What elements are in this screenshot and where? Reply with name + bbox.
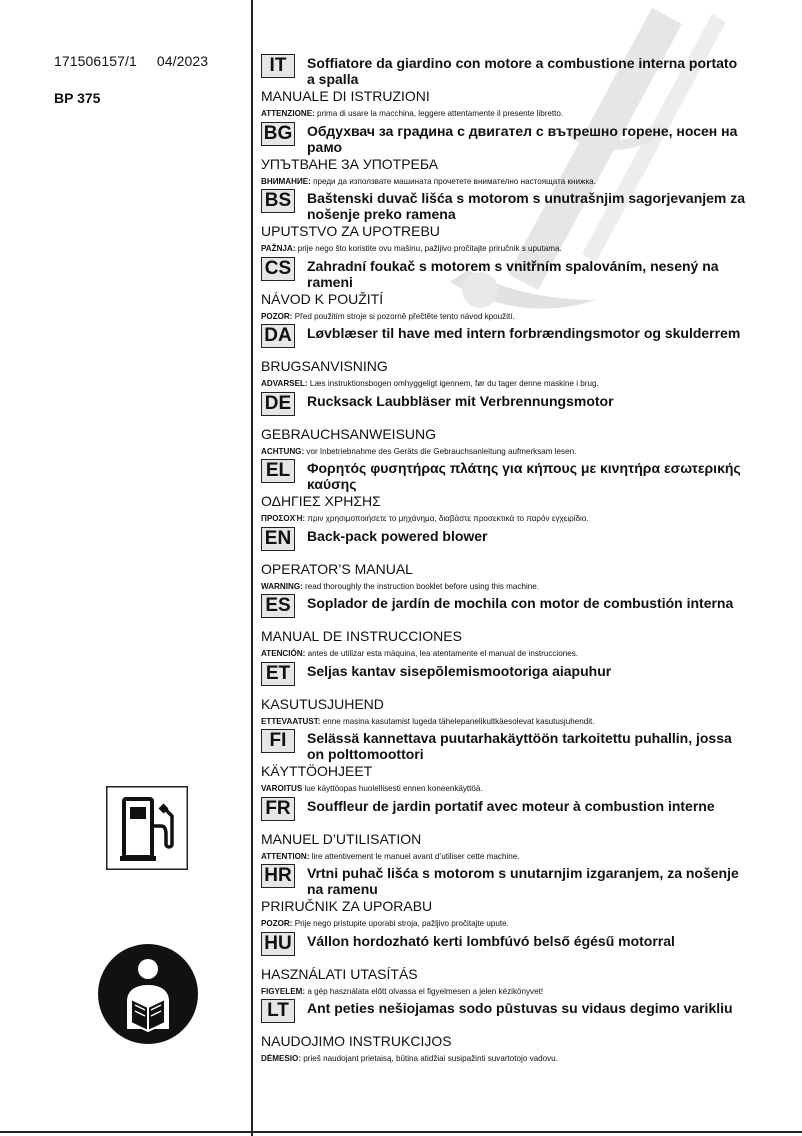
warning-label: ATTENZIONE: [261, 109, 315, 118]
warning-text: a gép használata előtt olvassa el figyelmesen a jelen kézikönyvet! [305, 986, 544, 996]
warning-notice [261, 109, 563, 119]
warning-label: POZOR: [261, 919, 293, 928]
warning-text: Prije nego pristupite uporabi stroja, pažljivo pročitajte upute. [292, 919, 509, 928]
product-title: Vrtni puhač lišća s motorom s unutarnjim izgaranjem, za nošenje na ramenu [307, 865, 739, 897]
manual-heading: NAUDOJIMO INSTRUKCIJOS [261, 1033, 452, 1049]
language-code-badge: ES [261, 594, 295, 618]
product-title: Rucksack Laubbläser mit Verbrennungsmotor [307, 392, 614, 409]
manual-heading: KASUTUSJUHEND [261, 695, 384, 712]
warning-notice [261, 717, 595, 727]
warning-label: ACHTUNG: [261, 446, 305, 456]
language-code-badge: ET [261, 662, 295, 686]
warning-label: WARNING: [261, 581, 303, 591]
model-name: BP 375 [54, 90, 101, 106]
manual-heading: BRUGSANVISNING [261, 358, 388, 374]
manual-heading: UPUTSTVO ZA UPOTREBU [261, 223, 440, 239]
language-code-badge: IT [261, 54, 295, 78]
warning-notice [261, 514, 589, 524]
language-code-badge: CS [261, 257, 295, 281]
warning-notice [261, 1054, 558, 1064]
language-entry-it [261, 54, 791, 122]
warning-notice [261, 177, 596, 187]
product-title: Souffleur de jardin portatif avec moteur à combustion interne [307, 797, 715, 814]
warning-text: prima di usare la macchina, leggere attentamente il presente libretto. [314, 109, 564, 118]
warning-label: ΠΡΟΣΟΧΉ: [261, 514, 306, 523]
warning-text: vor Inbetriebnahme des Geräts die Gebrauchsanleitung aufmerksam lesen. [304, 446, 577, 456]
language-entry-es [261, 594, 791, 662]
manual-heading: NÁVOD K POUŽITÍ [261, 290, 384, 307]
warning-notice [261, 987, 543, 997]
manual-heading: MANUEL D’UTILISATION [261, 830, 422, 847]
language-code-badge: LT [261, 999, 295, 1023]
warning-label: POZOR: [261, 311, 293, 321]
bottom-rule [0, 1131, 802, 1133]
warning-text: antes de utilizar esta máquina, lea atentamente el manual de instrucciones. [305, 649, 579, 658]
doc-number: 171506157/1 [54, 53, 137, 69]
language-code-badge: EL [261, 459, 295, 483]
language-entry-cs [261, 257, 791, 325]
language-code-badge: EN [261, 527, 295, 551]
warning-label: FIGYELEM: [261, 986, 306, 996]
warning-text: lire attentivement le manuel avant d’utiliser cette machine. [309, 851, 520, 861]
language-entry-hu [261, 932, 791, 1000]
language-code-badge: FI [261, 729, 295, 753]
language-entry-en [261, 527, 791, 595]
warning-text: prieš naudojant prietaisą, būtina atidžiai susipažinti suvartotojo vadovu. [301, 1054, 558, 1063]
warning-notice [261, 312, 515, 322]
warning-text: prije nego što koristite ovu mašinu, pažljivo pročitajte priručnik s uputama. [295, 244, 562, 253]
manual-heading: PRIRUČNIK ZA UPORABU [261, 898, 433, 914]
language-entry-et [261, 662, 791, 730]
product-title: Soplador de jardín de mochila con motor de combustión interna [307, 595, 734, 611]
language-list [261, 54, 791, 1067]
manual-heading: KÄYTTÖOHJEET [261, 763, 373, 779]
product-title: Selässä kannettava puutarhakäyttöön tarkoitettu puhallin, jossa on polttomoottori [307, 730, 732, 762]
language-code-badge: HU [261, 932, 295, 956]
language-entry-lt [261, 999, 791, 1067]
product-title: Back-pack powered blower [307, 527, 488, 544]
language-code-badge: DE [261, 392, 295, 416]
product-title: Обдухвач за градина с двигател с вътрешно горене, носен на рамо [307, 122, 738, 155]
warning-text: πριν χρησιμοποιήσετε το μηχάνημα, διαβάστε προσεκτικά το παρόν εγχειρίδιο. [305, 514, 589, 523]
language-entry-bg [261, 122, 791, 190]
language-code-badge: BS [261, 189, 295, 213]
warning-label: ADVARSEL: [261, 379, 308, 388]
product-title: Zahradní foukač s motorem s vnitřním spalováním, nesený na rameni [307, 257, 719, 290]
warning-label: ETTEVAATUST: [261, 716, 321, 726]
warning-text: преди да използвате машината прочетете внимателно настоящата книжка. [310, 176, 596, 186]
language-entry-bs [261, 189, 791, 257]
language-code-badge: DA [261, 324, 295, 348]
warning-label: DĖMESIO: [261, 1054, 302, 1063]
warning-text: lue käyttöopas huolellisesti ennen koneenkäyttöä. [302, 784, 483, 793]
read-manual-icon [97, 943, 199, 1045]
product-title: Seljas kantav sisepõlemismootoriga aiapuhur [307, 662, 612, 679]
warning-notice [261, 649, 578, 659]
language-entry-fi [261, 729, 791, 797]
warning-notice [261, 244, 562, 254]
warning-notice [261, 919, 509, 929]
manual-heading: MANUALE DI ISTRUZIONI [261, 88, 430, 104]
product-title: Soffiatore da giardino con motore a combustione interna portato a spalla [307, 55, 738, 87]
warning-label: ATTENTION: [261, 851, 310, 861]
warning-label: PAŽNJA: [261, 244, 296, 253]
product-title: Φορητός φυσητήρας πλάτης για κήπους με κινητήρα εσωτερικής καύσης [307, 460, 741, 492]
warning-notice [261, 447, 576, 457]
language-entry-de [261, 392, 791, 460]
product-title: Vállon hordozható kerti lombfúvó belső égésű motorral [307, 932, 675, 949]
manual-heading: GEBRAUCHSANWEISUNG [261, 425, 437, 442]
language-entry-fr [261, 797, 791, 865]
language-entry-da [261, 324, 791, 392]
doc-reference [54, 53, 208, 69]
manual-heading: ΟΔΗΓΙΕΣ ΧΡΗΣΗΣ [261, 493, 381, 509]
warning-notice [261, 582, 539, 592]
product-title: Baštenski duvač lišća s motorom s unutrašnjim sagorjevanjem za nošenje preko ramena [307, 190, 746, 222]
product-title: Løvblæser til have med intern forbrændingsmotor og skulderrem [307, 325, 741, 341]
vertical-divider [251, 0, 253, 1136]
language-entry-el [261, 459, 791, 527]
warning-notice [261, 852, 520, 862]
manual-heading: HASZNÁLATI UTASÍTÁS [261, 965, 418, 982]
warning-text: Před použitím stroje si pozorně přečtěte tento návod kpoužití. [292, 311, 515, 321]
warning-notice [261, 379, 599, 389]
language-code-badge: BG [261, 122, 295, 146]
manual-heading: УПЪТВАНЕ ЗА УПОТРЕБА [261, 155, 439, 172]
warning-label: VAROITUS [261, 784, 303, 793]
fuel-pump-icon [106, 786, 188, 870]
warning-label: ATENCIÓN: [261, 649, 306, 658]
warning-text: enne masina kasutamist lugeda tähelepanelikultkäesolevat kasutusjuhendit. [320, 716, 595, 726]
language-entry-hr [261, 864, 791, 932]
product-title: Ant peties nešiojamas sodo pūstuvas su vidaus degimo varikliu [307, 1000, 733, 1016]
warning-label: ВНИМАНИЕ: [261, 176, 311, 186]
warning-notice [261, 784, 483, 794]
doc-date: 04/2023 [156, 53, 209, 69]
manual-heading: MANUAL DE INSTRUCCIONES [261, 628, 462, 644]
language-code-badge: FR [261, 797, 295, 821]
manual-heading: OPERATOR’S MANUAL [261, 560, 413, 577]
language-code-badge: HR [261, 864, 295, 888]
warning-text: Læs instruktionsbogen omhyggeligt igennem, før du tager denne maskine i brug. [307, 379, 599, 388]
warning-text: read thoroughly the instruction booklet before using this machine. [302, 581, 540, 591]
